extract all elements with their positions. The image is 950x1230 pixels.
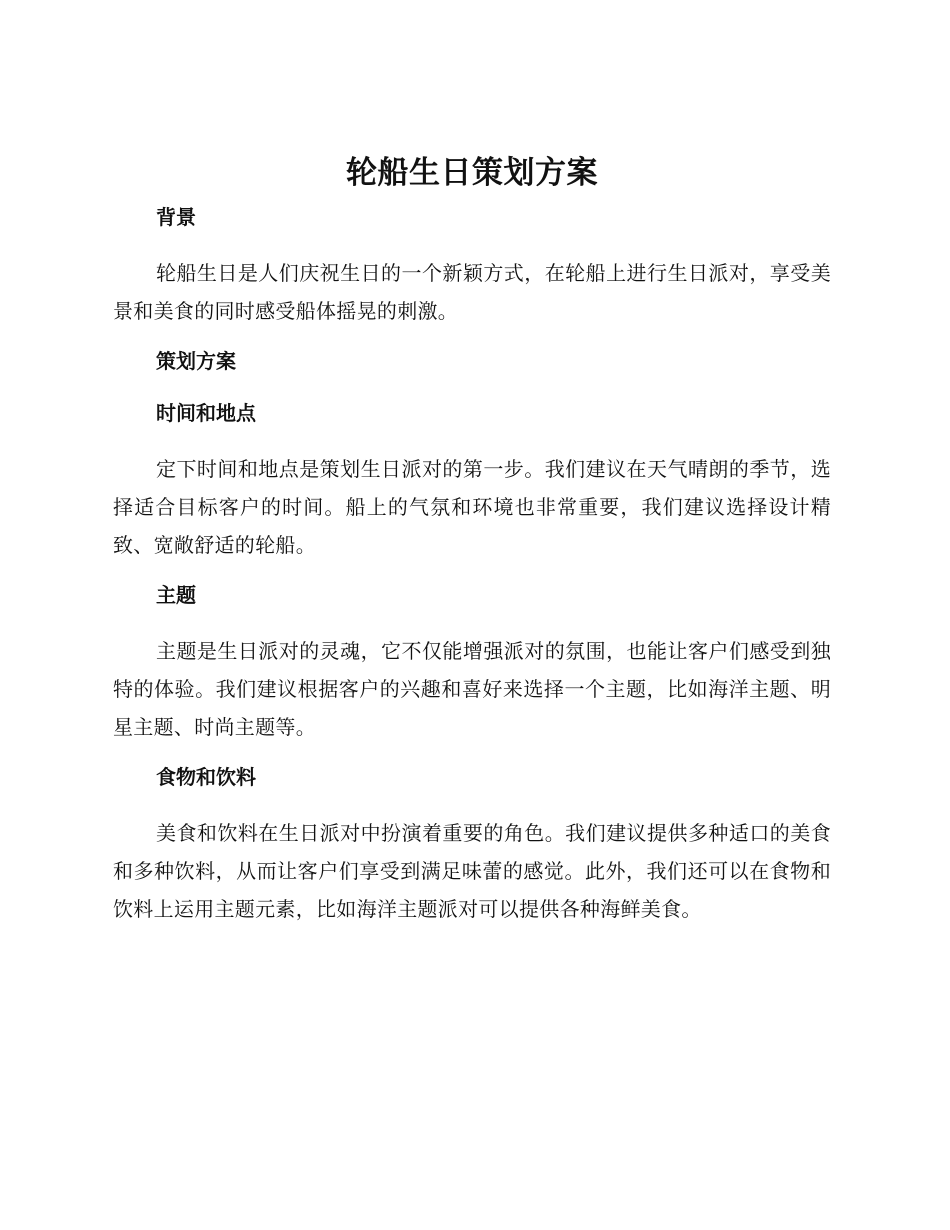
document-title: 轮船生日策划方案: [346, 155, 598, 191]
document-page: [113, 150, 831, 944]
section-heading-plan: 策划方案: [156, 349, 236, 373]
section-text-time-place: 定下时间和地点是策划生日派对的第一步。我们建议在天气晴朗的季节，选择适合目标客户的时间。船上的气氛和环境也非常重要，我们建议选择设计精致、宽敞舒适的轮船。: [113, 457, 831, 557]
section-text-food: 美食和饮料在生日派对中扮演着重要的角色。我们建议提供多种适口的美食和多种饮料，从而让客户们享受到满足味蕾的感觉。此外，我们还可以在食物和饮料上运用主题元素，比如海洋主题派对可以提供各种海鲜美食。: [113, 821, 831, 921]
section-text-background: 轮船生日是人们庆祝生日的一个新颖方式，在轮船上进行生日派对，享受美景和美食的同时感受船体摇晃的刺激。: [113, 261, 831, 323]
section-heading-background: 背景: [156, 205, 196, 229]
section-heading-theme: 主题: [156, 583, 196, 607]
section-heading-time-place: 时间和地点: [156, 401, 256, 425]
section-heading-food: 食物和饮料: [156, 765, 256, 789]
section-text-theme: 主题是生日派对的灵魂，它不仅能增强派对的氛围，也能让客户们感受到独特的体验。我们建议根据客户的兴趣和喜好来选择一个主题，比如海洋主题、明星主题、时尚主题等。: [113, 639, 831, 739]
